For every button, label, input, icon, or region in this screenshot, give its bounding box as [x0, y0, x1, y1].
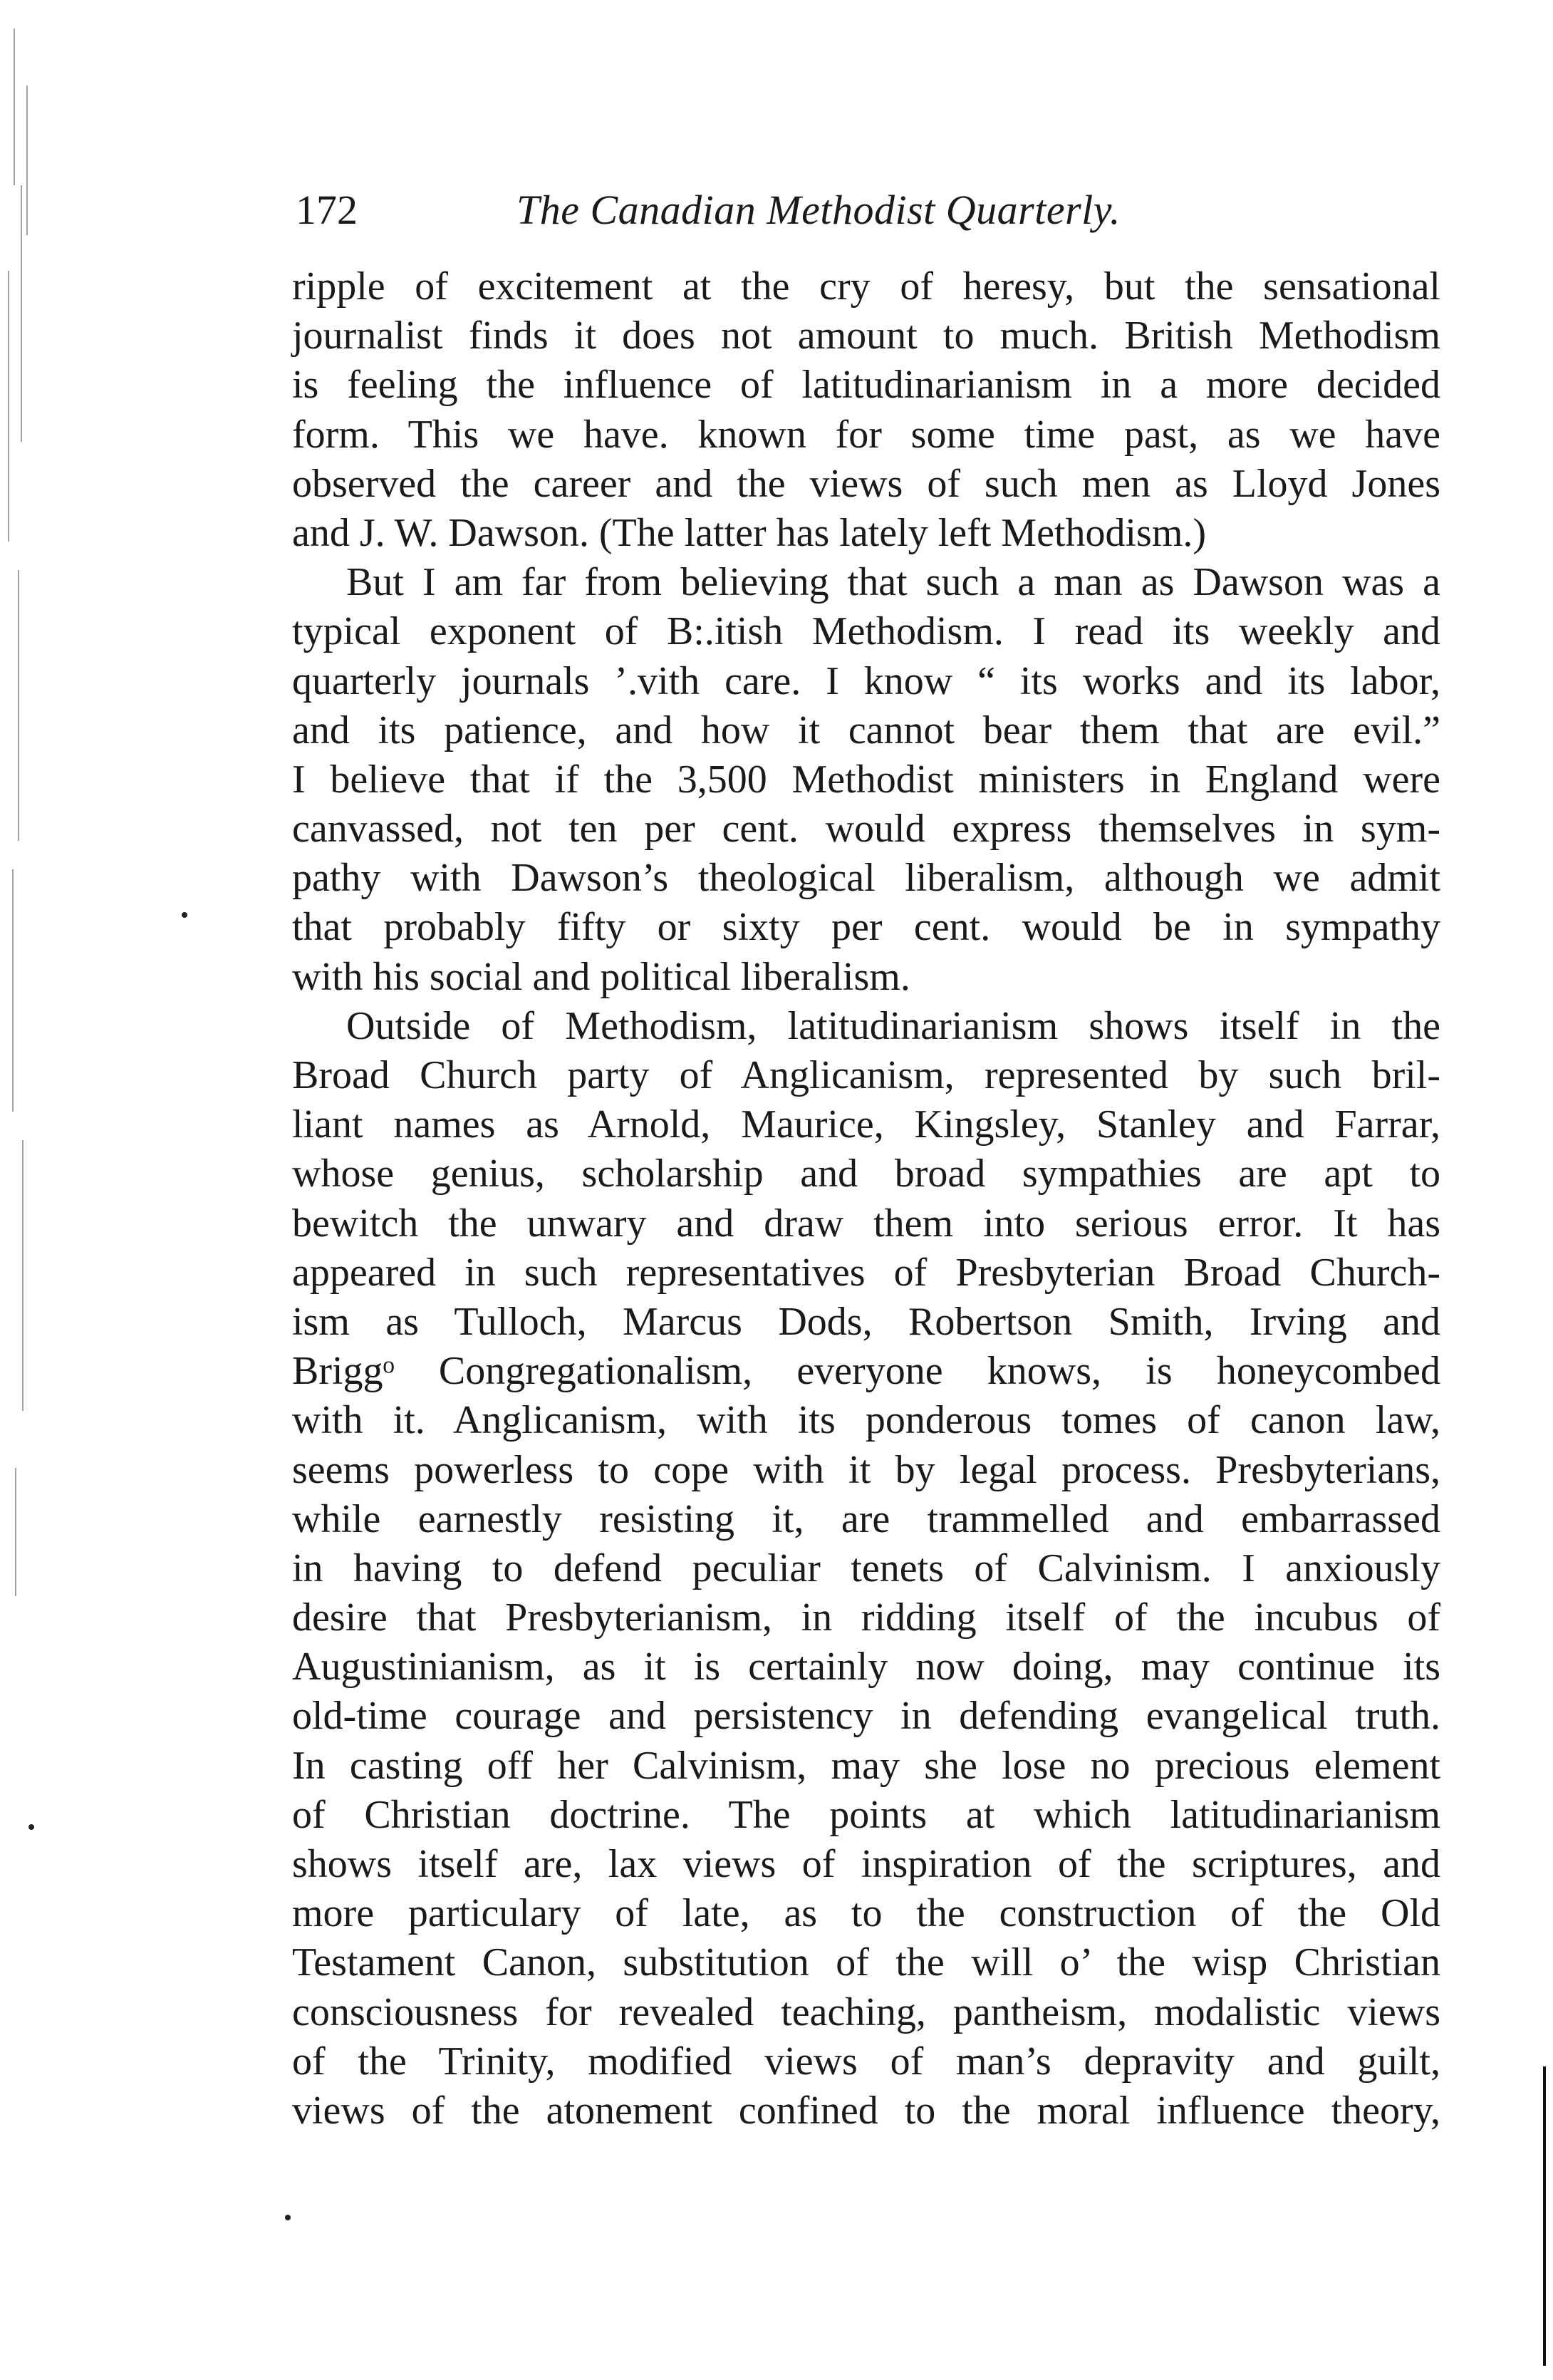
speck: [182, 912, 187, 918]
text-line: bewitch the unwary and draw them into serious error. It has: [292, 1201, 1440, 1246]
text-line: canvassed, not ten per cent. would express themselves in sym-: [292, 807, 1440, 852]
text-line: views of the atonement confined to the moral influence theory,: [292, 2088, 1440, 2133]
text-line: and J. W. Dawson. (The latter has lately left Methodism.): [292, 510, 1207, 555]
text-line: typical exponent of B:.itish Methodism. I read its weekly and: [292, 609, 1440, 654]
text-line: quarterly journals ’.vith care. I know “ its works and its labor,: [292, 658, 1440, 703]
body-text: [292, 262, 1440, 2136]
text-line: Outside of Methodism, latitudinarianism shows itself in the: [346, 1003, 1440, 1048]
text-line: that probably fifty or sixty per cent. would be in sympathy: [292, 905, 1440, 950]
text-line: whose genius, scholarship and broad sympathies are apt to: [292, 1152, 1440, 1196]
text-line: Testament Canon, substitution of the will o’ the wisp Christian: [292, 1940, 1440, 1985]
text-line: Augustinianism, as it is certainly now doing, may continue its: [292, 1645, 1440, 1690]
scan-edge-marks: [0, 0, 85, 2380]
text-line: journalist finds it does not amount to much. British Methodism: [292, 314, 1440, 358]
text-line: of Christian doctrine. The points at which latitudinarianism: [292, 1792, 1440, 1837]
text-line: ism as Tulloch, Marcus Dods, Robertson Smith, Irving and: [292, 1299, 1440, 1344]
paragraph: [292, 262, 1440, 558]
running-title: The Canadian Methodist Quarterly.: [516, 187, 1121, 233]
text-line: seems powerless to cope with it by legal process. Presbyterians,: [292, 1447, 1440, 1492]
text-line: observed the career and the views of such men as Lloyd Jones: [292, 461, 1440, 506]
scan-right-edge: [1532, 2052, 1553, 2380]
text-line: while earnestly resisting it, are trammelled and embarrassed: [292, 1496, 1440, 1541]
speck: [28, 1824, 34, 1830]
text-line: more particulary of late, as to the construction of the Old: [292, 1891, 1440, 1936]
text-line: I believe that if the 3,500 Methodist ministers in England were: [292, 757, 1440, 802]
speck: [285, 2215, 291, 2220]
text-line: Broad Church party of Anglicanism, represented by such bril-: [292, 1053, 1440, 1097]
page-number: 172: [296, 187, 358, 233]
text-line: Briggᵒ Congregationalism, everyone knows, is honeycombed: [292, 1349, 1440, 1394]
paragraph: [292, 1002, 1440, 2136]
text-line: in having to defend peculiar tenets of Calvinism. I anxiously: [292, 1546, 1440, 1590]
text-line: consciousness for revealed teaching, pantheism, modalistic views: [292, 1990, 1440, 2034]
text-line: of the Trinity, modified views of man’s depravity and guilt,: [292, 2039, 1440, 2084]
text-line: ripple of excitement at the cry of heresy, but the sensational: [292, 264, 1440, 309]
text-line: appeared in such representatives of Presbyterian Broad Church-: [292, 1250, 1440, 1295]
text-line: old-time courage and persistency in defending evangelical truth.: [292, 1694, 1440, 1739]
text-line: liant names as Arnold, Maurice, Kingsley, Stanley and Farrar,: [292, 1102, 1440, 1147]
text-line: shows itself are, lax views of inspiration of the scriptures, and: [292, 1842, 1440, 1886]
text-line: form. This we have. known for some time past, as we have: [292, 412, 1440, 457]
text-line: and its patience, and how it cannot bear them that are evil.”: [292, 708, 1440, 752]
running-header: [296, 182, 1435, 239]
paragraph: [292, 558, 1440, 1002]
text-line: pathy with Dawson’s theological liberalism, although we admit: [292, 856, 1440, 901]
text-line: with it. Anglicanism, with its ponderous tomes of canon law,: [292, 1398, 1440, 1443]
text-line: is feeling the influence of latitudinarianism in a more decided: [292, 363, 1440, 408]
text-line: In casting off her Calvinism, may she lose no precious element: [292, 1743, 1440, 1788]
text-line: But I am far from believing that such a man as Dawson was a: [346, 560, 1440, 605]
text-line: with his social and political liberalism.: [292, 954, 910, 999]
text-line: desire that Presbyterianism, in ridding itself of the incubus of: [292, 1595, 1440, 1640]
